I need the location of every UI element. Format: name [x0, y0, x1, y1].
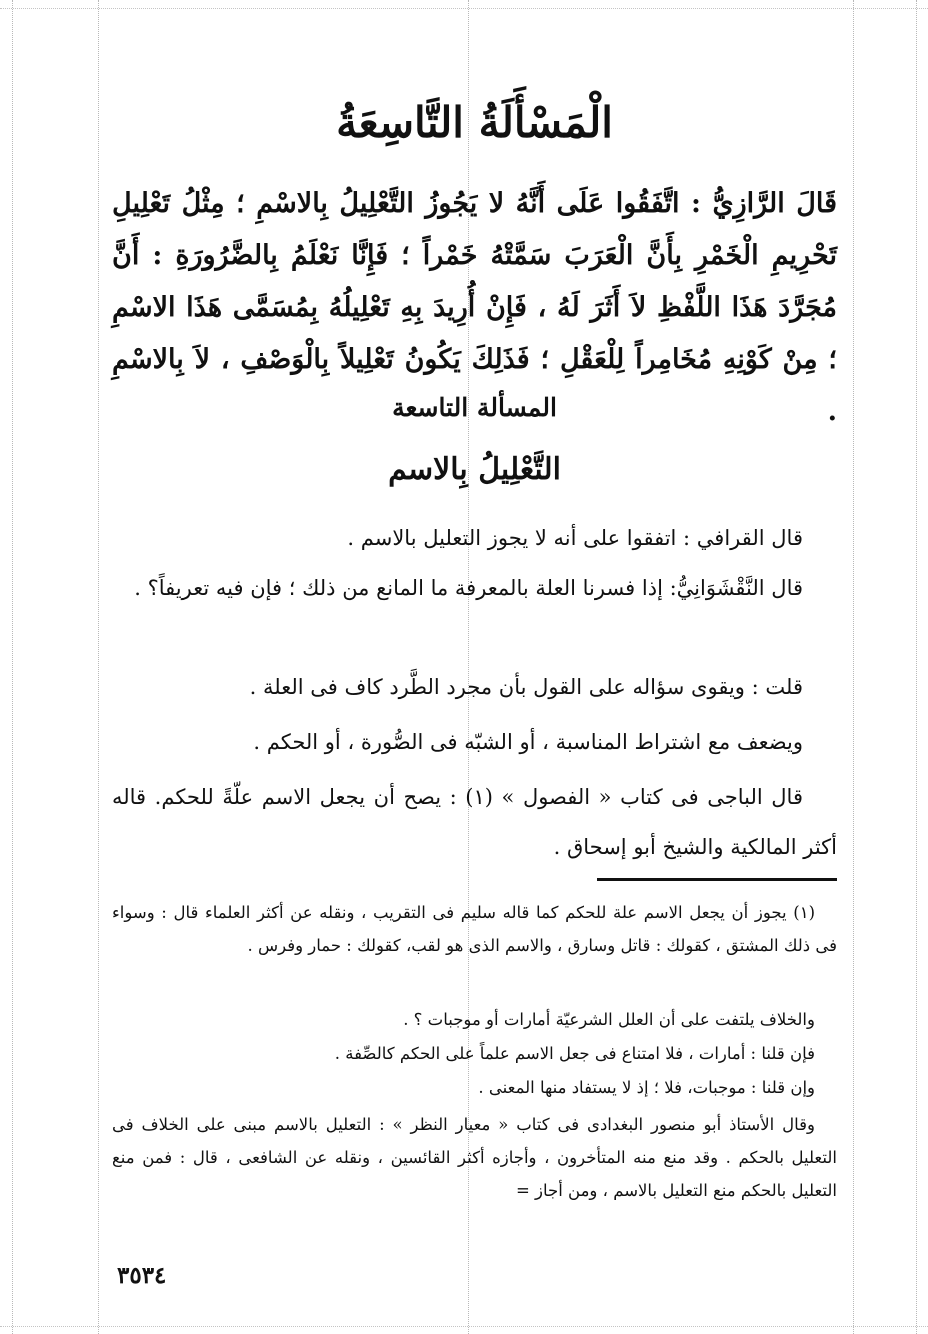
document-page [112, 0, 837, 1334]
section-heading: المسألة التاسعة [392, 393, 557, 422]
guide-line-left [12, 0, 13, 1334]
guide-line-left-inner [98, 0, 99, 1334]
paragraph: قال القرافي : اتفقوا على أنه لا يجوز التعليل بالاسم . [347, 526, 803, 550]
footnote-separator [597, 878, 837, 881]
paragraph: قال النَّقْشَوَانِيُّ: إذا فسرنا العلة بالمعرفة ما المانع من ذلك ؛ فإن فيه تعريفاً؟ . [134, 576, 803, 600]
section-subheading: التَّعْلِيلُ بِالاسم [388, 452, 561, 487]
guide-line-right [916, 0, 917, 1334]
footnote: وإن قلنا : موجبات، فلا ؛ إذ لا يستفاد منها المعنى . [478, 1078, 815, 1097]
page-title: الْمَسْأَلَةُ التَّاسِعَةُ [336, 98, 613, 147]
guide-line-right-inner [853, 0, 854, 1334]
page-number: ٣٥٣٤ [117, 1262, 167, 1289]
paragraph: قال الباجى فى كتاب « الفصول » (١) : يصح أن يجعل الاسم علّةً للحكم. قاله أكثر المالكية والشيخ أبو إسحاق . [112, 785, 837, 859]
paragraph: قلت : ويقوى سؤاله على القول بأن مجرد الطَّرد كاف فى العلة . [249, 675, 803, 699]
footnote: وقال الأستاذ أبو منصور البغدادى فى كتاب « معيار النظر » : التعليل بالاسم مبنى على الخلاف فى التعليل بالحكم . وقد منع منه المتأخرون ، وأجازه أكثر القائسين ، ونقله عن الشافعى ، قال : فمن منع التعليل بالحكم منع التعليل بالاسم ، ومن أجاز = [112, 1115, 837, 1200]
main-text: قَالَ الرَّازِيُّ : اتَّفَقُوا عَلَى أَنَّهُ لا يَجُوزُ التَّعْلِيلُ بِالاسْمِ ؛ مِثْلُ تَعْلِيلِ تَحْرِيمِ الْخَمْرِ بِأَنَّ الْعَرَبَ سَمَّتْهُ خَمْراً ؛ فَإِنَّا نَعْلَمُ بِالضَّرُورَةِ : أَنَّ مُجَرَّدَ هَذَا اللَّفْظِ لاَ أَثَرَ لَهُ ، فَإِنْ أُرِيدَ بِهِ تَعْلِيلُهُ بِمُسَمَّى هَذَا الاسْمِ ؛ مِنْ كَوْنِهِ مُخَامِراً لِلْعَقْلِ ؛ فَذَلِكَ يَكُونُ تَعْلِيلاً بِالْوَصْفِ ، لاَ بِالاسْمِ . [112, 188, 837, 427]
footnote: فإن قلنا : أمارات ، فلا امتناع فى جعل الاسم علماً على الحكم كالصِّفة . [334, 1044, 815, 1063]
footnote: والخلاف يلتفت على أن العلل الشرعيّة أمارات أو موجبات ؟ . [403, 1010, 815, 1029]
footnote: (١) يجوز أن يجعل الاسم علة للحكم كما قاله سليم فى التقريب ، ونقله عن أكثر العلماء قال : وسواء فى ذلك المشتق ، كقولك : قاتل وسارق ، والاسم الذى هو لقب، كقولك : حمار وفرس . [112, 903, 837, 955]
paragraph: ويضعف مع اشتراط المناسبة ، أو الشبّه فى الصُّورة ، أو الحكم . [253, 730, 803, 754]
